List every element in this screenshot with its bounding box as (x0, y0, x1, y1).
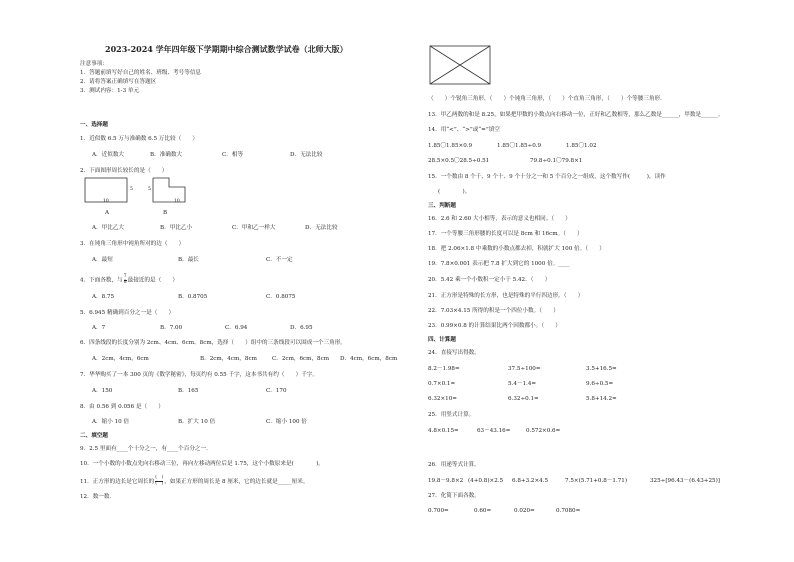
question: 6．四条线段的长度分别为 2cm、4cm、6cm、8cm，选择（ ）组中的三条线段可以围成一个三角形。 (80, 340, 346, 346)
judge-item: 20．5.42 乘一个小数积一定小于 5.42．（ ） (428, 277, 551, 283)
option: C．甲和乙一样大 (232, 225, 276, 231)
calc-item: 6.32×10= (428, 396, 457, 402)
notice-heading: 注意事项： (80, 61, 108, 67)
option: B．甲比乙小 (160, 225, 193, 231)
option: A．2cm，4cm，6cm (92, 356, 149, 362)
question-text: 4．下面各数，与 (80, 277, 123, 284)
option: A．150 (92, 388, 113, 394)
calc-item: 19.8－9.8×2 (428, 478, 464, 484)
judge-item: 19．7.8×0.001 表示把 7.8 扩大到它的 1000 倍。____ (428, 261, 570, 267)
question: 14．用“<”、“>”或“=”填空 (428, 127, 500, 133)
judge-item: 16．2.6 和 2.60 大小相等，表示的意义也相同。（ ） (428, 216, 571, 222)
compare-item: 1.85〇1.85×0.9 (428, 143, 473, 149)
option: C．相等 (222, 152, 244, 158)
triangles-figure (430, 46, 490, 86)
option: C．170 (266, 388, 287, 394)
calc-item: 63－43.16= (477, 428, 511, 434)
question-text: ，如果正方形的周长是 8 厘米，它的边长就是_____厘米。 (164, 478, 309, 485)
compare-item: 28.5×0.5〇28.5÷0.51 (428, 158, 490, 164)
calc-item: 0.020= (514, 508, 535, 514)
notice-item: 1．答题前填写好自己的姓名、班级、考号等信息 (80, 70, 202, 76)
question: 25．用竖式计算。 (428, 412, 475, 418)
question: 15．一个数由 8 个千、9 个十、9 个十分之一和 5 个百分之一组成，这个数写作( )，读作 (428, 174, 666, 180)
calc-item: 3.5+16.5= (586, 366, 617, 372)
figure-b-height: 5 (148, 187, 151, 192)
figure-b-label: B (163, 210, 168, 216)
calc-item: 0.7080= (556, 508, 581, 514)
question: 13．甲乙两数的和是 8.25，如果把甲数的小数点向右移动一位，正好和乙数相等，那么乙数是______，甲数是______。 (428, 112, 724, 118)
page-title: 2023-2024 学年四年级下学期期中综合测试数学试卷（北师大版） (105, 44, 348, 54)
calc-item: 6.32÷0.1= (508, 396, 539, 402)
question: （ ）个锐角三角形，（ ）个钝角三角形，（ ）个直角三角形，（ ）个等腰三角形． (428, 96, 666, 102)
question: 7．华华购买了一本 300 页的《数学秘密》，每页约有 0.55 千字，这本书共有约（ ）千字。 (80, 372, 318, 378)
question: 10．一个小数的小数点先向右移动三位，再向左移动两位后是 1.75，这个小数原来是( )。 (80, 461, 324, 467)
calc-item: 9.6÷0.5= (586, 381, 614, 387)
option: C．不一定 (266, 257, 293, 263)
option: B．7.00 (160, 325, 183, 331)
option: B．0.8705 (178, 294, 208, 300)
notice-item: 2．请将答案正确填写在答题区 (80, 79, 157, 85)
question-text: 最接近的是（ ） (127, 277, 178, 284)
question: ( )。 (438, 189, 471, 195)
option: B．2cm，4cm，8cm (200, 356, 257, 362)
section-heading: 二、填空题 (80, 433, 108, 439)
option: B．最长 (178, 257, 199, 263)
compare-item: 1.85〇1.85÷0.9 (497, 143, 542, 149)
option: D．无法比较 (290, 152, 323, 158)
calc-item: 37.5÷100= (508, 366, 541, 372)
compare-item: 1.85〇1.02 (566, 143, 597, 149)
calc-item: 0.700= (428, 508, 449, 514)
question: 12．数一数． (80, 494, 116, 500)
option: A．甲比乙大 (92, 225, 125, 231)
figure-a-height: 5 (130, 187, 133, 192)
option: D．无法比较 (305, 225, 338, 231)
calc-item: 4.8×0.15= (428, 428, 459, 434)
question-4 (80, 275, 178, 285)
option: A．最短 (92, 257, 113, 263)
fraction-numerator: 7 (123, 274, 127, 279)
calc-item: 0.7×0.1= (428, 381, 456, 387)
judge-item: 22．7.03×4.15 所得的积是一个四位小数。（ ） (428, 308, 559, 314)
calc-item: 0.60= (474, 508, 492, 514)
option: C．6.94 (225, 325, 248, 331)
judge-item: 21．正方形是特殊的长方形，也是特殊的平行四边形。（ ） (428, 293, 584, 299)
calc-item: 5.8+14.2= (586, 396, 617, 402)
option: D．6.95 (290, 325, 313, 331)
question: 24．直接写出得数。 (428, 350, 480, 356)
calc-item: 5.4－1.4= (508, 381, 537, 387)
judge-item: 18．把 2.06×1.8 中乘数的小数点都去掉，积就扩大 100 倍。（ ） (428, 246, 605, 252)
question: 27．化简下面各数。 (428, 493, 480, 499)
question: 3．在钝角三角形中钝角所对的边（ ） (80, 241, 185, 247)
option: C．0.8075 (266, 294, 296, 300)
compare-item: 79.8÷0.1〇79.8×1 (530, 158, 583, 164)
figure-a-side: 10 (103, 199, 109, 204)
section-heading: 四、计算题 (428, 337, 456, 343)
question: 9．2.5 里面有____个十分之一，有____个百分之一． (80, 446, 212, 452)
judge-item: 17．一个等腰三角形腰的长度可以是 8cm 和 16cm。（ ） (428, 231, 583, 237)
option: A．近似数大 (92, 152, 125, 158)
calc-item: 7.5×(5.71+0.8－1.71) (565, 478, 628, 484)
figure-b-side: 10 (174, 199, 180, 204)
question-text: 11．正方形的边长是它周长的 (80, 478, 155, 485)
option: C．缩小 100 倍 (266, 419, 307, 425)
question: 26．用递等式计算。 (428, 462, 480, 468)
question: 1．近似数 6.5 万与准确数 6.5 万比较（ ） (80, 136, 198, 142)
option: B．准确数大 (150, 152, 183, 158)
option: B．扩大 10 倍 (178, 419, 216, 425)
section-heading: 一、选择题 (80, 122, 108, 128)
option: A．缩小 10 倍 (92, 419, 130, 425)
option: D．4cm，6cm，8cm (340, 356, 398, 362)
calc-item: 0.572×0.6= (526, 428, 561, 434)
option: C．2cm，6cm，8cm (272, 356, 330, 362)
judge-item: 23．0.99×0.8 的计算结果比两个因数都小。（ ） (428, 323, 561, 329)
question: 5．6.945 精确到百分之一是（ ） (80, 310, 175, 316)
notice-item: 3．测试内容：1-3 单元 (80, 88, 140, 94)
fraction-denominator: 8 (123, 279, 127, 285)
calc-item: (4+0.8)×2.5 (468, 478, 504, 484)
calc-item: 6.8+3.2×4.5 (512, 478, 549, 484)
fraction-blank: ( ) ( ) (155, 475, 164, 486)
figure-b-shape (153, 178, 185, 202)
figure-a-label: A (105, 210, 110, 216)
option: A．7 (92, 325, 106, 331)
question-11 (80, 476, 308, 487)
calc-item: 8.2－1.98= (428, 366, 460, 372)
question: 8．由 0.56 到 0.056 是（ ） (80, 404, 164, 410)
question: 2．下面图形周长较长的是（ ） (80, 168, 168, 174)
option: B．165 (178, 388, 199, 394)
option: A．8.75 (92, 294, 115, 300)
calc-item: 325÷[96.43－(6.43+25)] (650, 478, 720, 484)
fraction (124, 275, 127, 285)
section-heading: 三、判断题 (428, 203, 456, 209)
